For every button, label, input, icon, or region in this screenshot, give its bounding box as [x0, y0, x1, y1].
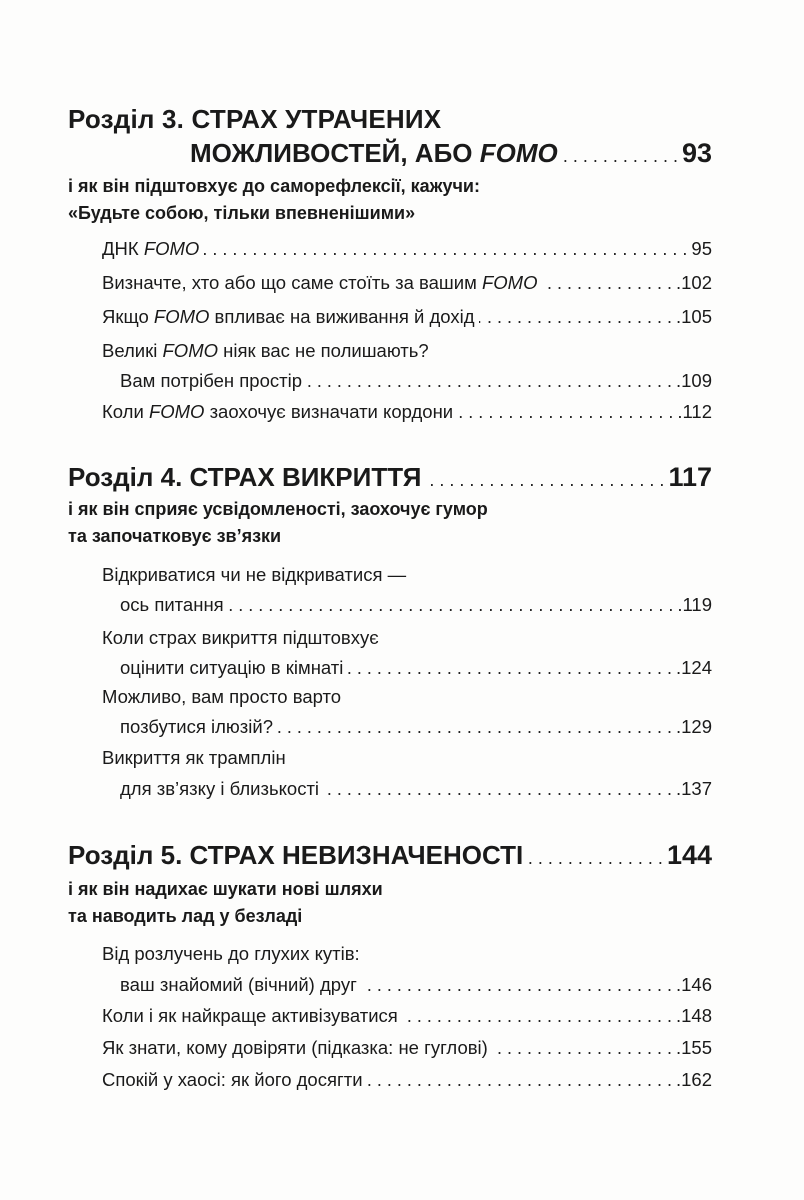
entry-title: позбутися ілюзій?: [120, 716, 274, 737]
chapter-4-subtitle-line1: і як він сприяє усвідомленості, заохочує гумор: [68, 499, 488, 519]
leader-dots: [361, 975, 672, 996]
entry-title: [102, 272, 537, 294]
chapter-3-heading-line1: [68, 104, 441, 135]
chapter-5-subtitle-line2: та наводить лад у безладі: [68, 906, 303, 926]
toc-entry-line1[interactable]: Можливо, вам просто варто: [102, 686, 342, 707]
entry-title: ось питання: [120, 594, 224, 615]
entry-page: .124: [675, 657, 712, 678]
entry-title: [102, 401, 453, 423]
toc-entry[interactable]: [120, 778, 712, 800]
entry-page: .148: [675, 1005, 712, 1026]
entry-fomo: FOMO: [153, 306, 210, 327]
entry-title: Коли і як найкраще активізуватися: [102, 1005, 398, 1026]
toc-entry[interactable]: [102, 306, 712, 328]
leader-dots: [562, 146, 678, 167]
toc-entry[interactable]: [120, 657, 712, 679]
entry-page: .112: [677, 401, 712, 422]
chapter-5-heading[interactable]: [68, 840, 712, 871]
entry-page: .137: [675, 778, 712, 799]
leader-dots: [425, 470, 664, 491]
toc-entry[interactable]: [102, 401, 712, 423]
leader-dots: [402, 1006, 672, 1027]
entry-title: Спокій у хаосі: як його досягти: [102, 1069, 363, 1090]
leader-dots: [277, 717, 672, 738]
chapter-5-title-text: СТРАХ НЕВИЗНАЧЕНОСТІ: [189, 840, 524, 870]
chapter-5-page: 144: [666, 840, 712, 870]
entry-title: ваш знайомий (вічний) друг: [120, 974, 357, 995]
entry-title: для зв’язку і близькості: [120, 778, 320, 799]
chapter-3-subtitle-line2: «Будьте собою, тільки впевненішими»: [68, 203, 416, 223]
entry-text: Коли: [102, 401, 149, 422]
entry-fomo: FOMO: [162, 340, 218, 361]
chapter-4-subtitle-line2: та започатковує зв’язки: [68, 526, 282, 546]
toc-entry-line1[interactable]: Відкриватися чи не відкриватися —: [102, 564, 407, 585]
chapter-3-title-line2-text: МОЖЛИВОСТЕЙ, АБО: [190, 138, 480, 168]
chapter-4-page: 117: [668, 462, 712, 492]
entry-text: Якщо: [102, 306, 154, 327]
toc-entry[interactable]: [102, 1037, 712, 1059]
entry-page: .162: [675, 1069, 712, 1090]
entry-text: Визначте, хто або що саме стоїть за вашим: [102, 272, 482, 293]
toc-entry[interactable]: [102, 238, 712, 260]
leader-dots: [323, 779, 672, 800]
entry-page: .102: [675, 272, 712, 293]
entry-page: .119: [677, 594, 712, 615]
entry-text: заохочує визначати кордони: [204, 401, 454, 422]
entry-fomo: FOMO: [148, 401, 205, 422]
chapter-3-heading-line2[interactable]: [190, 138, 712, 169]
leader-dots: [527, 848, 663, 869]
chapter-4-label: Розділ 4.: [68, 462, 183, 492]
chapter-5-subtitle-line1: і як він надихає шукати нові шляхи: [68, 879, 383, 899]
chapter-4-title: [68, 462, 421, 493]
chapter-3-subtitle-line1: і як він підштовхує до саморефлексії, кажучи:: [68, 176, 480, 196]
chapter-3-label: Розділ 3.: [68, 104, 185, 134]
toc-entry-line1[interactable]: [102, 340, 429, 362]
entry-page: .105: [675, 306, 712, 327]
leader-dots: [492, 1038, 672, 1059]
entry-page: .146: [675, 974, 712, 995]
entry-page: .129: [675, 716, 712, 737]
entry-page: .109: [675, 370, 712, 391]
chapter-5-title: [68, 840, 523, 871]
leader-dots: [541, 273, 672, 294]
leader-dots: [457, 402, 673, 423]
toc-entry[interactable]: [120, 974, 712, 996]
toc-entry[interactable]: [120, 370, 712, 392]
entry-text: ніяк вас не полишають?: [218, 340, 429, 361]
entry-title: Як знати, кому довіряти (підказка: не гуглові): [102, 1037, 488, 1058]
entry-title: оцінити ситуацію в кімнаті: [120, 657, 344, 678]
toc-entry[interactable]: [102, 1005, 712, 1027]
chapter-4-heading[interactable]: [68, 462, 712, 493]
entry-title: [102, 306, 475, 328]
entry-text: ДНК: [102, 238, 144, 259]
toc-entry[interactable]: [102, 1069, 712, 1091]
chapter-4-title-text: СТРАХ ВИКРИТТЯ: [189, 462, 422, 492]
entry-text: Великі: [102, 340, 163, 361]
toc-entry-line1[interactable]: Від розлучень до глухих кутів:: [102, 943, 360, 964]
toc-entry-line1[interactable]: Коли страх викриття підштовхує: [102, 627, 379, 648]
toc-entry[interactable]: [102, 272, 712, 294]
entry-text: впливає на виживання й дохід: [209, 306, 475, 327]
chapter-3-title-fomo: FOMO: [479, 138, 558, 168]
leader-dots: [367, 1070, 672, 1091]
leader-dots: [306, 371, 672, 392]
toc-entry-line1[interactable]: Викриття як трамплін: [102, 747, 286, 768]
entry-fomo: FOMO: [481, 272, 538, 293]
entry-fomo: FOMO: [143, 238, 200, 259]
chapter-5-label: Розділ 5.: [68, 840, 183, 870]
entry-page: 95: [691, 238, 712, 259]
entry-title: Вам потрібен простір: [120, 370, 303, 391]
leader-dots: [228, 595, 674, 616]
chapter-3-title-line2: [190, 138, 558, 169]
leader-dots: [479, 307, 672, 328]
entry-page: .155: [675, 1037, 712, 1058]
leader-dots: [347, 658, 672, 679]
chapter-3-page: 93: [681, 138, 712, 168]
leader-dots: [203, 239, 687, 260]
toc-entry[interactable]: [120, 594, 712, 616]
toc-entry[interactable]: [120, 716, 712, 738]
entry-title: [102, 238, 199, 260]
chapter-3-title-line1: СТРАХ УТРАЧЕНИХ: [191, 104, 442, 134]
